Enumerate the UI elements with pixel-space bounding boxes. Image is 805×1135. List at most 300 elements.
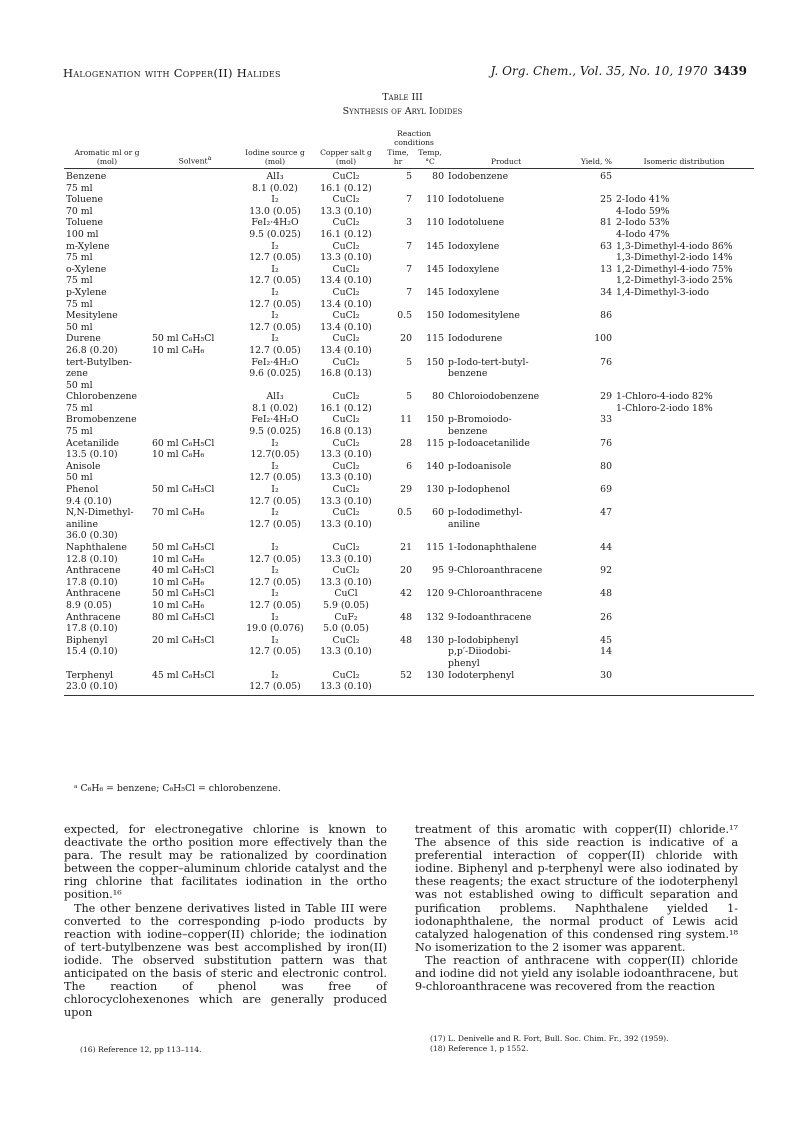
cell-copper-salt: CuCl₂ [332,263,360,275]
cell-isomeric [614,507,754,519]
cell-iodine-source: 12.7 (0.05) [240,681,310,695]
cell-product: p,p′-Diiodobi- [448,646,511,658]
cell-aromatic: 70 ml [66,205,93,217]
cell-copper-salt: CuCl₂ [332,437,360,449]
cell-yield: 45 [600,634,613,646]
cell-aromatic: 17.8 (0.10) [66,576,118,588]
cell-product: p-Bromoiodo- [448,414,512,426]
table-row [64,194,754,206]
cell-product [446,403,566,415]
cell-solvent [150,206,240,218]
cell-iodine-source: AlI₃ [266,171,284,182]
cell-product: Iodoterphenyl [448,669,515,681]
cell-product: p-Iododimethyl- [448,507,523,519]
cell-solvent [150,646,240,658]
cell-product [446,252,566,264]
cell-temp [414,646,446,658]
col-header-iodine-source: Iodine source g (mol) [240,149,310,169]
table-row [64,484,754,496]
cell-isomeric: 1,2-Dimethyl-3-iodo 25% [616,275,733,287]
cell-product [446,345,566,357]
cell-iodine-source: I₂ [271,194,279,206]
cell-product: p-Iodoacetanilide [448,437,530,449]
cell-copper-salt: 13.4 (0.10) [320,275,372,287]
cell-isomeric: 1-Chloro-2-iodo 18% [616,402,713,414]
cell-aromatic: Anthracene [66,611,121,623]
cell-iodine-source: 12.7 (0.05) [249,252,301,264]
cell-temp [414,183,446,195]
cell-yield [566,183,614,195]
cell-product [446,577,566,589]
cell-isomeric: 2-Iodo 53% [616,217,670,229]
cell-yield [566,449,614,461]
cell-temp: 150 [426,356,445,368]
cell-yield: 100 [594,333,613,345]
cell-solvent [150,414,240,426]
cell-iodine-source: 12.7 (0.05) [249,275,301,287]
col-header-copper-salt: Copper salt g (mol) [310,149,382,169]
cell-isomeric [614,623,754,635]
cell-aromatic: 23.0 (0.10) [64,681,150,695]
cell-copper-salt: 16.1 (0.12) [320,228,372,240]
table-row [64,438,754,450]
cell-temp [414,554,446,566]
cell-aromatic: Phenol [66,484,99,496]
cell-iodine-source: I₂ [271,460,279,472]
cell-temp: 80 [432,391,445,403]
cell-copper-salt: CuCl₂ [332,484,360,496]
paragraph: The other benzene derivatives listed in Table III were converted to the corresponding p-iodo products by reaction with iodine–copper(II) chloride; the iodination of tert-butylbenzene was best accomplished by iron(II) iodide. The observed substitution pattern was that anticipated on the basis of steric and electronic control. The reaction of phenol was free of chlorocyclohexenones which are generally produced upon [64,901,387,1020]
cell-iodine-source: AlI₃ [266,391,284,403]
cell-aromatic: Toluene [66,217,104,229]
cell-solvent: 45 ml C₆H₅Cl [152,669,215,681]
cell-solvent [150,658,240,670]
cell-product [446,681,566,695]
cell-yield [566,322,614,334]
cell-time [382,600,414,612]
cell-solvent: 50 ml C₆H₅Cl [152,588,215,600]
table-row [64,426,754,438]
cell-yield: 80 [600,460,613,472]
cell-aromatic: aniline [66,518,98,530]
table-row [64,403,754,415]
cell-solvent [150,496,240,508]
table-row [64,299,754,311]
cell-copper-salt: CuCl₂ [332,391,360,403]
cell-copper-salt: CuCl₂ [332,286,360,298]
cell-iodine-source: 12.7(0.05) [250,449,300,461]
table-row [64,275,754,287]
cell-time: 42 [400,588,412,600]
cell-isomeric [614,681,754,695]
cell-iodine-source: 12.7 (0.05) [249,298,301,310]
cell-product: benzene [448,426,488,438]
cell-copper-salt [310,380,382,392]
cell-isomeric [614,530,754,542]
cell-product [446,496,566,508]
running-header-title: Halogenation with Copper(II) Halides [63,66,281,80]
cell-temp: 130 [426,634,445,646]
cell-yield [566,252,614,264]
cell-copper-salt: CuCl₂ [332,414,360,426]
cell-iodine-source: I₂ [271,263,279,275]
cell-aromatic: 75 ml [66,182,93,194]
cell-temp: 115 [426,437,445,449]
cell-aromatic: Terphenyl [66,669,114,681]
cell-iodine-source: I₂ [271,542,279,553]
cell-time: 5 [406,391,412,403]
cell-time [382,681,414,695]
cell-temp: 145 [426,286,445,298]
table-row [64,600,754,612]
table-row [64,461,754,473]
cell-solvent [150,530,240,542]
cell-yield: 69 [600,484,613,496]
cell-time: 21 [400,542,412,553]
col-header-yield: Yield, % [566,149,614,169]
cell-solvent: 10 ml C₆H₆ [152,449,205,461]
cell-yield: 76 [600,356,613,368]
table-row [64,252,754,264]
cell-aromatic: Acetanilide [66,437,120,449]
cell-isomeric [614,519,754,531]
cell-product [446,449,566,461]
cell-iodine-source: 9.6 (0.025) [249,368,301,380]
table-row [64,357,754,369]
cell-copper-salt: CuCl₂ [332,333,360,345]
cell-temp [414,623,446,635]
cell-yield [566,623,614,635]
cell-time: 20 [400,565,412,577]
cell-product: 9-Iodoanthracene [448,611,532,623]
table-footnote: ᵃ C₆H₆ = benzene; C₆H₅Cl = chlorobenzene. [74,783,281,794]
cell-temp: 150 [426,414,445,426]
cell-aromatic: Anthracene [66,588,121,600]
cell-iodine-source: 12.7 (0.05) [249,646,301,658]
cell-aromatic: 75 ml [66,298,93,310]
cell-copper-salt: 13.3 (0.10) [320,518,372,530]
cell-product: Iododurene [448,333,503,345]
cell-solvent [150,357,240,369]
cell-product: Iodotoluene [448,194,505,206]
cell-isomeric: 2-Iodo 41% [616,194,670,206]
cell-solvent [150,299,240,311]
cell-aromatic: Naphthalene [66,542,127,553]
cell-isomeric [614,565,754,577]
cell-isomeric [614,299,754,311]
col-header-time: Time, hr [382,149,414,169]
cell-solvent: 50 ml C₆H₅Cl [152,542,215,553]
cell-product: Iodoxylene [448,286,500,298]
cell-aromatic: 75 ml [66,402,93,414]
cell-product [446,472,566,484]
cell-isomeric [614,577,754,589]
cell-yield [566,658,614,670]
cell-product [446,206,566,218]
cell-time: 11 [400,414,412,426]
cell-product [446,623,566,635]
cell-product: 9-Chloroanthracene [448,565,543,577]
cell-isomeric: 1,3-Dimethyl-2-iodo 14% [616,252,733,264]
cell-copper-salt: 5.0 (0.05) [323,623,369,635]
table-row [64,681,754,695]
cell-iodine-source: 12.7 (0.05) [249,553,301,565]
cell-solvent [150,275,240,287]
cell-time [382,299,414,311]
cell-aromatic: 50 ml [66,379,93,391]
cell-isomeric [614,670,754,682]
cell-yield [566,380,614,392]
cell-isomeric [614,612,754,624]
cell-time [382,345,414,357]
cell-time: 52 [400,669,412,681]
table-row [64,264,754,276]
cell-iodine-source: 12.7 (0.05) [249,518,301,530]
cell-temp [414,206,446,218]
cell-solvent: 50 ml C₆H₅Cl [152,333,215,345]
cell-temp: 80 [432,171,445,182]
table-row [64,542,754,554]
table-row [64,368,754,380]
cell-temp: 120 [426,588,445,600]
table-row [64,658,754,670]
cell-time: 3 [406,217,412,229]
cell-time: 7 [406,286,412,298]
cell-yield: 76 [600,437,613,449]
cell-yield: 26 [600,611,613,623]
cell-temp [414,449,446,461]
cell-aromatic: Mesitylene [66,310,118,322]
table-row [64,554,754,566]
cell-yield: 44 [600,542,613,553]
cell-temp: 132 [426,611,445,623]
cell-aromatic: 75 ml [66,426,93,438]
col-header-temp: Temp, °C [414,149,446,169]
cell-solvent: 10 ml C₆H₆ [152,344,205,356]
cell-yield [566,403,614,415]
cell-time [382,322,414,334]
cell-yield: 65 [600,171,613,182]
cell-iodine-source: 8.1 (0.02) [252,182,298,194]
cell-product: 9-Chloroanthracene [448,588,543,600]
cell-aromatic: N,N-Dimethyl- [66,507,134,519]
cell-time: 48 [400,634,412,646]
paragraph: expected, for electronegative chlorine is known to deactivate the ortho position more effectively than the para. The result may be rationalized by coordination between the copper–aluminum chloride catalyst and the ring chlorine that facilitates iodination in the ortho position.¹⁶ [64,823,387,902]
cell-aromatic: 50 ml [66,472,93,484]
cell-copper-salt: 16.1 (0.12) [320,402,372,414]
cell-solvent: 10 ml C₆H₆ [152,599,205,611]
cell-isomeric [614,658,754,670]
paragraph: treatment of this aromatic with copper(II) chloride.¹⁷ The absence of this side reaction is indicative of a preferential interaction of copper(II) chloride with iodine. Biphenyl and p-terphenyl were also iodinated by these reagents; the exact structure of the iodoterphenyl was not established owing to difficult separation and purification problems. Naphthalene yielded 1-iodonaphthalene, the normal product of Lewis acid catalyzed halogenation of this condensed ring system.¹⁸ No isomerization to the 2 isomer was apparent. [415,823,738,954]
cell-product: Iodomesitylene [448,310,520,322]
cell-temp: 115 [426,542,445,553]
cell-aromatic: Chlorobenzene [66,391,138,403]
cell-isomeric: 1,3-Dimethyl-4-iodo 86% [616,240,733,252]
cell-solvent [150,391,240,403]
cell-iodine-source: I₂ [271,310,279,322]
table-title: Synthesis of Aryl Iodides [342,106,463,117]
cell-time [382,577,414,589]
cell-time: 7 [406,194,412,206]
cell-time [382,252,414,264]
cell-isomeric [614,496,754,508]
cell-time: 0.5 [397,507,412,519]
cell-isomeric [614,426,754,438]
cell-yield: 86 [600,310,613,322]
cell-temp [414,345,446,357]
cell-yield [566,681,614,695]
cell-aromatic: Benzene [66,171,107,182]
cell-temp [414,530,446,542]
cell-iodine-source: 9.5 (0.025) [249,426,301,438]
cell-temp [414,380,446,392]
cell-product [446,183,566,195]
cell-time: 5 [406,171,412,182]
table-row [64,588,754,600]
cell-isomeric: 1,2-Dimethyl-4-iodo 75% [616,263,733,275]
cell-copper-salt: CuCl₂ [332,542,360,553]
cell-solvent: 10 ml C₆H₆ [152,553,205,565]
cell-yield [566,206,614,218]
cell-product [446,322,566,334]
cell-solvent [150,623,240,635]
cell-yield: 33 [600,414,613,426]
cell-solvent: 50 ml C₆H₅Cl [152,484,215,496]
cell-temp [414,252,446,264]
footnotes-right [430,1034,669,1053]
cell-yield: 30 [600,669,613,681]
table-row [64,507,754,519]
table-row [64,206,754,218]
cell-yield: 34 [600,286,613,298]
cell-isomeric [614,310,754,322]
cell-iodine-source: I₂ [271,507,279,519]
cell-iodine-source: 12.7 (0.05) [249,599,301,611]
cell-temp [414,368,446,380]
cell-isomeric [614,357,754,369]
cell-solvent [150,403,240,415]
cell-temp: 140 [426,460,445,472]
cell-aromatic: Bromobenzene [66,414,137,426]
cell-time [382,183,414,195]
cell-temp [414,681,446,695]
cell-solvent [150,241,240,253]
cell-time [382,380,414,392]
cell-solvent [150,194,240,206]
cell-iodine-source: 12.7 (0.05) [249,321,301,333]
cell-copper-salt: CuCl₂ [332,356,360,368]
cell-isomeric [614,322,754,334]
cell-iodine-source: I₂ [271,333,279,345]
cell-isomeric [614,461,754,473]
cell-isomeric [614,484,754,496]
table-row [64,670,754,682]
table-row [64,169,754,183]
cell-iodine-source: 12.7 (0.05) [249,344,301,356]
cell-iodine-source: I₂ [271,437,279,449]
cell-time [382,496,414,508]
cell-product: benzene [448,368,488,380]
cell-temp: 145 [426,240,445,252]
table-row [64,310,754,322]
cell-isomeric [614,646,754,658]
cell-product: Iodotoluene [448,217,505,229]
table-row [64,345,754,357]
cell-copper-salt: 13.4 (0.10) [320,321,372,333]
cell-copper-salt: 13.3 (0.10) [320,646,372,658]
cell-solvent: 20 ml C₆H₅Cl [152,634,215,646]
table-row [64,449,754,461]
cell-isomeric [614,345,754,357]
col-header-aromatic: Aromatic ml or g (mol) [64,149,150,169]
cell-iodine-source: FeI₂·4H₂O [251,356,299,368]
cell-isomeric [614,368,754,380]
cell-time: 0.5 [397,310,412,322]
cell-time [382,426,414,438]
cell-iodine-source: I₂ [271,669,279,681]
cell-time [382,519,414,531]
cell-solvent: 80 ml C₆H₅Cl [152,611,215,623]
cell-time: 7 [406,263,412,275]
cell-copper-salt: 13.3 (0.10) [320,576,372,588]
table-row [64,183,754,195]
cell-time [382,229,414,241]
cell-temp [414,426,446,438]
cell-copper-salt: 13.4 (0.10) [320,298,372,310]
cell-temp: 60 [432,507,445,519]
cell-copper-salt: CuCl₂ [332,240,360,252]
table-row [64,229,754,241]
cell-isomeric [614,333,754,345]
cell-iodine-source: 12.7 (0.05) [249,472,301,484]
table-row [64,635,754,647]
cell-iodine-source: I₂ [271,240,279,252]
table-row [64,414,754,426]
cell-aromatic: 75 ml [66,275,93,287]
cell-solvent [150,426,240,438]
cell-iodine-source: FeI₂·4H₂O [251,217,299,229]
cell-copper-salt: CuCl₂ [332,171,360,182]
cell-yield [566,496,614,508]
cell-aromatic: Toluene [66,194,104,206]
cell-yield [566,600,614,612]
cell-aromatic: 8.9 (0.05) [66,599,112,611]
cell-copper-salt: 13.4 (0.10) [320,344,372,356]
cell-yield [566,577,614,589]
table-row [64,217,754,229]
cell-isomeric [614,635,754,647]
journal-citation: J. Org. Chem., Vol. 35, No. 10, 1970 [490,64,708,78]
cell-solvent [150,310,240,322]
cell-temp: 115 [426,333,445,345]
cell-temp: 150 [426,310,445,322]
cell-yield: 48 [600,588,613,600]
cell-yield [566,530,614,542]
cell-copper-salt: CuF₂ [334,611,358,623]
cell-copper-salt: 16.1 (0.12) [320,182,372,194]
cell-yield: 81 [600,217,613,229]
cell-isomeric [614,183,754,195]
cell-aromatic: 26.8 (0.20) [66,344,118,356]
cell-time: 5 [406,356,412,368]
table-row [64,565,754,577]
cell-aromatic: o-Xylene [66,263,107,275]
cell-temp [414,403,446,415]
cell-solvent: 60 ml C₆H₅Cl [152,437,215,449]
cell-isomeric [614,438,754,450]
cell-aromatic: 36.0 (0.30) [66,530,118,542]
footnotes-left [80,1045,202,1055]
